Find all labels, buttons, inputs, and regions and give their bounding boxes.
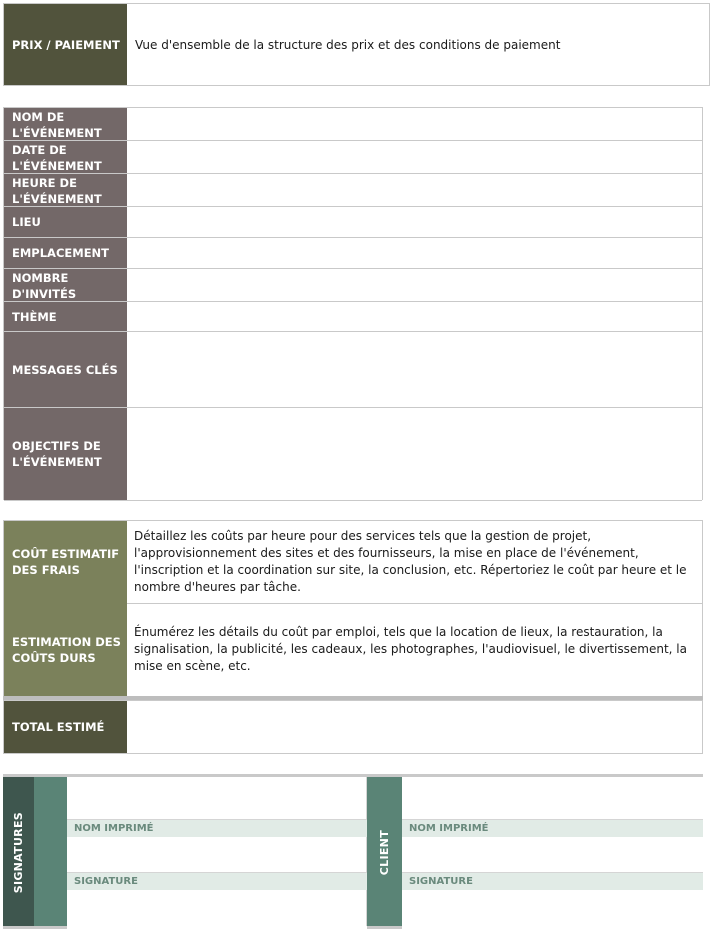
event-row-label-cell <box>4 207 127 237</box>
signatures-accent-band <box>34 777 67 929</box>
event-row-name <box>4 108 702 141</box>
event-name-field[interactable] <box>127 108 702 140</box>
event-time-label: HEURE DE L'ÉVÉNEMENT <box>12 176 102 206</box>
event-row-label-cell <box>4 332 127 407</box>
left-signature-label: SIGNATURE <box>67 873 367 890</box>
event-guests-label: NOMBRE D'INVITÉS <box>12 271 77 301</box>
soft-cost-header <box>4 521 127 603</box>
total-label: TOTAL ESTIMÉ <box>12 720 105 734</box>
signature-section <box>3 774 703 932</box>
total-row <box>3 700 703 754</box>
event-date-label: DATE DE L'ÉVÉNEMENT <box>12 143 102 173</box>
right-bottom-strip <box>367 926 402 929</box>
client-band-label: CLIENT <box>378 830 391 876</box>
event-row-guests <box>4 269 702 302</box>
event-row-location <box>4 238 702 269</box>
total-header <box>4 701 127 753</box>
pricing-label: PRIX / PAIEMENT <box>12 37 120 52</box>
client-band <box>367 777 402 929</box>
soft-cost-row <box>3 520 703 604</box>
event-date-field[interactable] <box>127 141 702 173</box>
event-theme-label: THÈME <box>12 309 57 324</box>
left-signature-field[interactable] <box>67 837 367 873</box>
hard-cost-header <box>4 603 127 696</box>
left-printed-name-label: NOM IMPRIMÉ <box>67 820 367 837</box>
right-date-field[interactable] <box>402 890 703 926</box>
left-date-field[interactable] <box>67 890 367 926</box>
pricing-description: Vue d'ensemble de la structure des prix et des conditions de paiement <box>135 37 561 52</box>
event-objectives-label: OBJECTIFS DE L'ÉVÉNEMENT <box>12 439 102 469</box>
event-row-label-cell <box>4 408 127 500</box>
signatures-band-label: SIGNATURES <box>12 812 25 894</box>
event-location-label: EMPLACEMENT <box>12 246 110 260</box>
left-printed-name-field[interactable] <box>67 777 367 820</box>
event-row-label-cell <box>4 269 127 301</box>
event-info-table <box>3 107 703 500</box>
event-row-venue <box>4 207 702 238</box>
right-printed-name-label: NOM IMPRIMÉ <box>402 820 703 837</box>
event-row-time <box>4 174 702 207</box>
event-key-messages-label: MESSAGES CLÉS <box>12 362 118 377</box>
hard-cost-row <box>3 603 703 697</box>
soft-cost-label: COÛT ESTIMATIF DES FRAIS <box>12 547 120 577</box>
event-row-label-cell <box>4 108 127 140</box>
event-row-label-cell <box>4 302 127 331</box>
soft-cost-description: Détaillez les coûts par heure pour des services tels que la gestion de projet, l'approvisionnement des sites et des fournisseurs, la mise en place de l'événement, l'inscription et la coordination sur site, la conclusion, etc. Répertoriez le coût par heure et le nombre d'heures par tâche. <box>134 529 687 594</box>
event-row-key-messages <box>4 332 702 408</box>
event-theme-field[interactable] <box>127 302 702 331</box>
pricing-section <box>3 3 710 86</box>
left-bottom-strip <box>3 926 67 929</box>
total-value-field[interactable] <box>127 701 702 753</box>
event-objectives-field[interactable] <box>127 408 702 500</box>
signatures-band <box>3 777 34 929</box>
event-time-field[interactable] <box>127 174 702 206</box>
pricing-header <box>4 4 127 85</box>
event-location-field[interactable] <box>127 238 702 268</box>
right-signature-label: SIGNATURE <box>402 873 703 890</box>
hard-cost-label: ESTIMATION DES COÛTS DURS <box>12 634 121 665</box>
event-venue-field[interactable] <box>127 207 702 237</box>
right-printed-name-field[interactable] <box>402 777 703 820</box>
event-row-label-cell <box>4 141 127 173</box>
event-key-messages-field[interactable] <box>127 332 702 407</box>
hard-cost-description: Énumérez les détails du coût par emploi, tels que la location de lieux, la restauration, la signalisation, la publicité, les cadeaux, les photographes, l'audiovisuel, le divertissement, la mise en scène, etc. <box>134 625 687 673</box>
event-venue-label: LIEU <box>12 215 41 229</box>
event-row-objectives <box>4 408 702 501</box>
event-name-label: NOM DE L'ÉVÉNEMENT <box>12 110 102 140</box>
event-row-label-cell <box>4 174 127 206</box>
right-signature-field[interactable] <box>402 837 703 873</box>
event-row-theme <box>4 302 702 332</box>
event-row-date <box>4 141 702 174</box>
event-row-label-cell <box>4 238 127 268</box>
cost-estimate-section <box>3 520 703 754</box>
event-guests-field[interactable] <box>127 269 702 301</box>
